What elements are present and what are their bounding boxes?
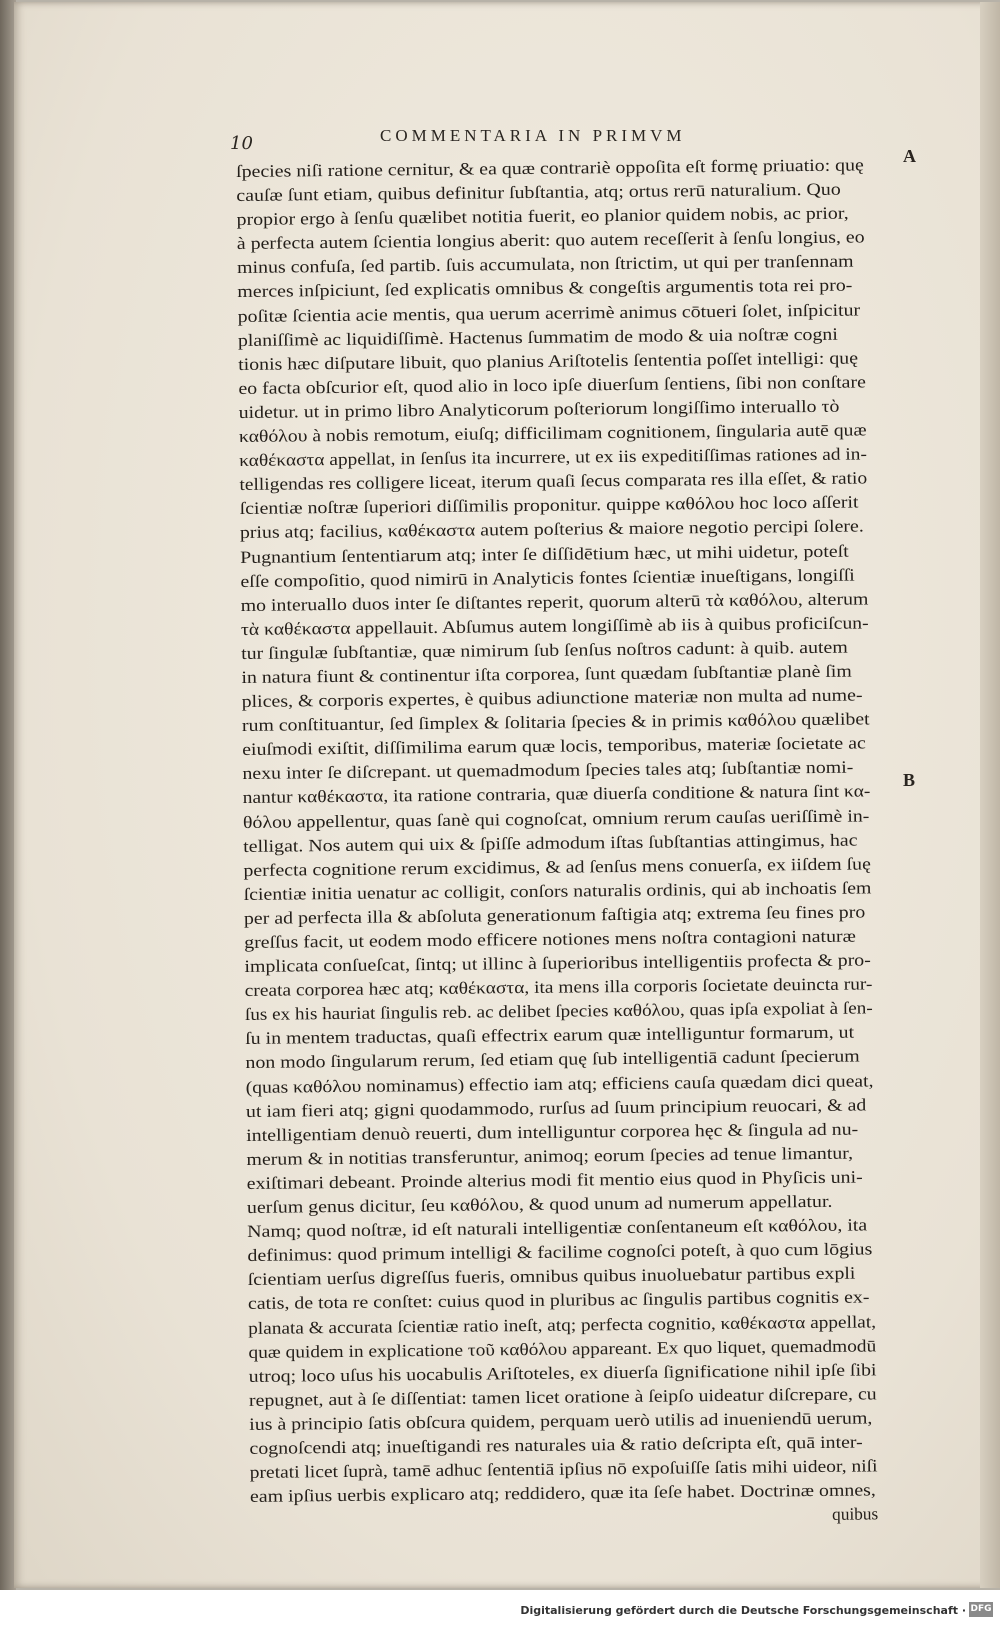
text-line: ſu in mentem traductas, quaſi effectrix earum quæ intelliguntur formarum, ut xyxy=(245,1022,855,1049)
text-line: ſcientiæ initia uenatur ac colligit, conſors naturalis ordinis, qui ab inchoatis ſem xyxy=(243,878,872,904)
text-line: καθέκαστα appellat, in ſenſus ita incurrere, ut ex iis expeditiſſimas rationes ad in- xyxy=(239,444,867,471)
text-line: plices, & corporis expertes, è quibus adiunctione materiæ non multa ad nume- xyxy=(241,685,863,712)
text-line: utroq; loco uſus his uocabulis Ariſtoteles, ex diuerſa ſignificatione nihil ipſe ſibi xyxy=(248,1360,877,1386)
text-line: ut iam fieri atq; gigni quodammodo, rurſus ad ſuum principium reuocari, & ad xyxy=(245,1095,867,1121)
margin-letter-b: B xyxy=(903,770,916,790)
text-line: planiſſimè ac liquidiſſimè. Hactenus ſummatim de modo & uia noſtræ cogni xyxy=(237,324,838,350)
text-line: eiuſmodi exiſtit, diſſimilima earum quæ locis, temporibus, materiæ ſocietate ac xyxy=(242,733,866,760)
text-line: in natura fiunt & continentur iſta corporea, ſunt quædam ſubſtantiæ planè ſim xyxy=(241,661,852,687)
text-line: καθόλου à nobis remotum, eiuſq; difficilimam cognitionem, ſingularia autē quæ xyxy=(238,420,867,447)
text-line: eam ipſius uerbis explicaro atq; reddidero, quæ ita ſeſe habet. Doctrinæ omnes, xyxy=(249,1480,876,1507)
text-line: quibus xyxy=(832,1504,879,1525)
text-line: uidetur. ut in primo libro Analyticorum poſteriorum longiſſimo interuallo τὸ xyxy=(238,396,840,422)
text-line: non modo ſingularum rerum, ſed etiam quę ſub intelligentiā cadunt ſpecierum xyxy=(245,1046,860,1073)
text-line: minus confuſa, ſed partib. ſuis accumulata, non ſtrictim, ut qui per tranſennam xyxy=(237,251,854,278)
text-line: tur ſingulæ ſubſtantiæ, quæ nimirum ſub ſenſus noſtros cadunt: à quib. autem xyxy=(241,637,848,663)
text-line: Pugnantium ſententiarum atq; inter ſe diſſidētium hæc, ut mihi uidetur, poteſt xyxy=(240,541,849,567)
text-line: pretati licet ſuprà, tamē adhuc ſententiā ipſius nō expoſuiſſe ſatis mihi uideor, niſi xyxy=(249,1456,878,1482)
page-edge xyxy=(980,2,1000,1588)
text-line: perfecta cognitione rerum excidimus, & ad ſenſus mens conuerſa, ex iiſdem ſuę xyxy=(243,854,871,880)
dfg-logo-icon: DFG xyxy=(969,1602,993,1617)
text-line: ſcientiæ noſtræ ſuperiori diſſimilis proponitur. quippe καθόλου hoc loco aſſerit xyxy=(239,492,859,519)
text-line: per ad perfecta illa & abſoluta generationum faſtigia atq; extrema ſeu fines pro xyxy=(243,902,866,928)
footer-credit: Digitalisierung gefördert durch die Deutsche Forschungsgemeinschaft · xyxy=(520,1604,966,1617)
text-line: intelligentiam denuò reuerti, dum intelliguntur corporea hęc & ſingula ad nu- xyxy=(246,1119,859,1145)
text-line: τὰ καθέκαστα appellauit. Abſumus autem longiſſimè ab iis à quibus proficiſcun- xyxy=(240,613,869,639)
text-line: merum & in notitias transferuntur, animoq; eorum ſpecies ad tenue limantur, xyxy=(246,1143,854,1169)
text-line: ſcientiam uerſus digreſſus fueris, omnibus quibus inuoluebatur partibus expli xyxy=(247,1263,856,1290)
running-head: COMMENTARIA IN PRIMVM xyxy=(380,126,686,145)
text-line: Namq; quod noſtræ, id eſt naturali intelligentiæ conſentaneum eſt καθόλου, ita xyxy=(247,1215,868,1242)
text-line: merces inſpiciunt, ſed explicatis omnibus & congeſtis argumentis tota rei pro- xyxy=(237,276,853,302)
text-line: θόλου appellentur, quas ſanè qui cognoſcat, omnium rerum cauſas ueriſſimè in- xyxy=(242,805,870,832)
text-line: eſſe compoſitio, quod nimirū in Analyticis fontes ſcientiæ inueſtigans, longiſſi xyxy=(240,565,855,591)
body-text xyxy=(236,153,900,1533)
text-line: catis, de tota re conſtet: cuius quod in pluribus ac ſingulis partibus cognitis ex- xyxy=(247,1287,870,1314)
text-line: definimus: quod primum intelligi & facilime cognoſci poteſt, à quo cum lōgius xyxy=(247,1239,873,1266)
text-line: tionis hæc diſputare libuit, quo planius Ariſtotelis ſententia poſſet intelligi: quę xyxy=(238,348,859,374)
margin-letter-a: A xyxy=(903,146,916,166)
text-line: (quas καθόλου nominamus) effectio iam atq; efficiens cauſa quædam dici queat, xyxy=(245,1070,874,1097)
text-line: planata & accurata ſcientiæ ratio ineſt, atq; perfecta cognitio, καθέκαστα appellat, xyxy=(248,1311,877,1338)
text-line: repugnet, aut à ſe diſſentiat: tamen licet oratione à ſeipſo uideatur diſcrepare, cu xyxy=(248,1384,877,1410)
text-line: creata corporea hæc atq; καθέκαστα, ita mens illa corporis ſocietate deuincta rur- xyxy=(244,974,873,1001)
text-line: ſus ex his hauriat ſingulis reb. ac delibet ſpecies καθόλου, quas ipſa expoliat à ſen- xyxy=(244,998,873,1025)
text-line: cognoſcendi atq; inueſtigandi res naturales uia & ratio deſcripta eſt, quā inter- xyxy=(249,1432,863,1458)
text-line: telligat. Nos autem qui uix & ſpiſſe admodum iſtas ſubſtantias attingimus, hac xyxy=(243,830,858,856)
text-line: ius à principio ſatis obſcura quidem, perquam uerò utilis ad inueniendū uerum, xyxy=(249,1408,873,1434)
text-line: à perfecta autem ſcientia longius aberit: quo autem receſſerit à ſenſu longius, eo xyxy=(236,227,865,254)
text-line: greſſus facit, ut eodem modo efficere notiones mens noſtra contagioni naturæ xyxy=(244,926,856,952)
text-line: mo interuallo duos inter ſe diſtantes reperit, quorum alterū τὰ καθόλου, alterum xyxy=(240,589,869,615)
text-line: telligendas res colligere liceat, iterum quaſi ſecus comparata res illa eſſet, & ratio xyxy=(239,468,868,495)
text-line: exiſtimari debeant. Proinde alterius modi fit mentio eius quod in Phyſicis uni- xyxy=(246,1167,863,1193)
text-line: uerſum genus dicitur, ſeu καθόλου, & quod unum ad numerum appellatur. xyxy=(246,1191,833,1217)
page-number: 10 xyxy=(230,133,253,154)
text-line: poſitæ ſcientia acie mentis, qua uerum acerrimè animus cōtueri ſolet, inſpicitur xyxy=(237,300,861,326)
text-line: ſpecies niſi ratione cernitur, & ea quæ contrariè oppoſita eſt formę priuatio: quę xyxy=(236,155,864,181)
text-line: cauſæ ſunt etiam, quibus definitur ſubſtantia, atq; ortus rerū naturalium. Quo xyxy=(236,179,841,206)
text-line: propior ergo à ſenſu quælibet notitia fuerit, eo planior quidem nobis, ac prior, xyxy=(236,203,849,230)
text-line: nantur καθέκαστα, ita ratione contraria, quæ diuerſa conditione & natura ſint κα- xyxy=(242,781,871,808)
text-line: implicata conſueſcat, ſintq; ut illinc à ſuperioribus intelligentiis profecta & pro- xyxy=(244,950,871,977)
text-line: nexu inter ſe diſcrepant. ut quemadmodum ſpecies tales atq; ſubſtantiæ nomi- xyxy=(242,757,854,784)
text-line: prius atq; facilius, καθέκαστα autem poſterius & maiore negotio percipi ſolere. xyxy=(239,516,864,543)
text-line: quæ quidem in explicatione τοῦ καθόλου appareant. Ex quo liquet, quemadmodū xyxy=(248,1335,877,1362)
text-line: eo facta obſcurior eſt, quod alio in loco ipſe diuerſum ſentiens, ſibi non conſtare xyxy=(238,372,866,398)
text-line: rum conſtituantur, ſed ſimplex & ſolitaria ſpecies & in primis καθόλου quælibet xyxy=(241,709,870,736)
